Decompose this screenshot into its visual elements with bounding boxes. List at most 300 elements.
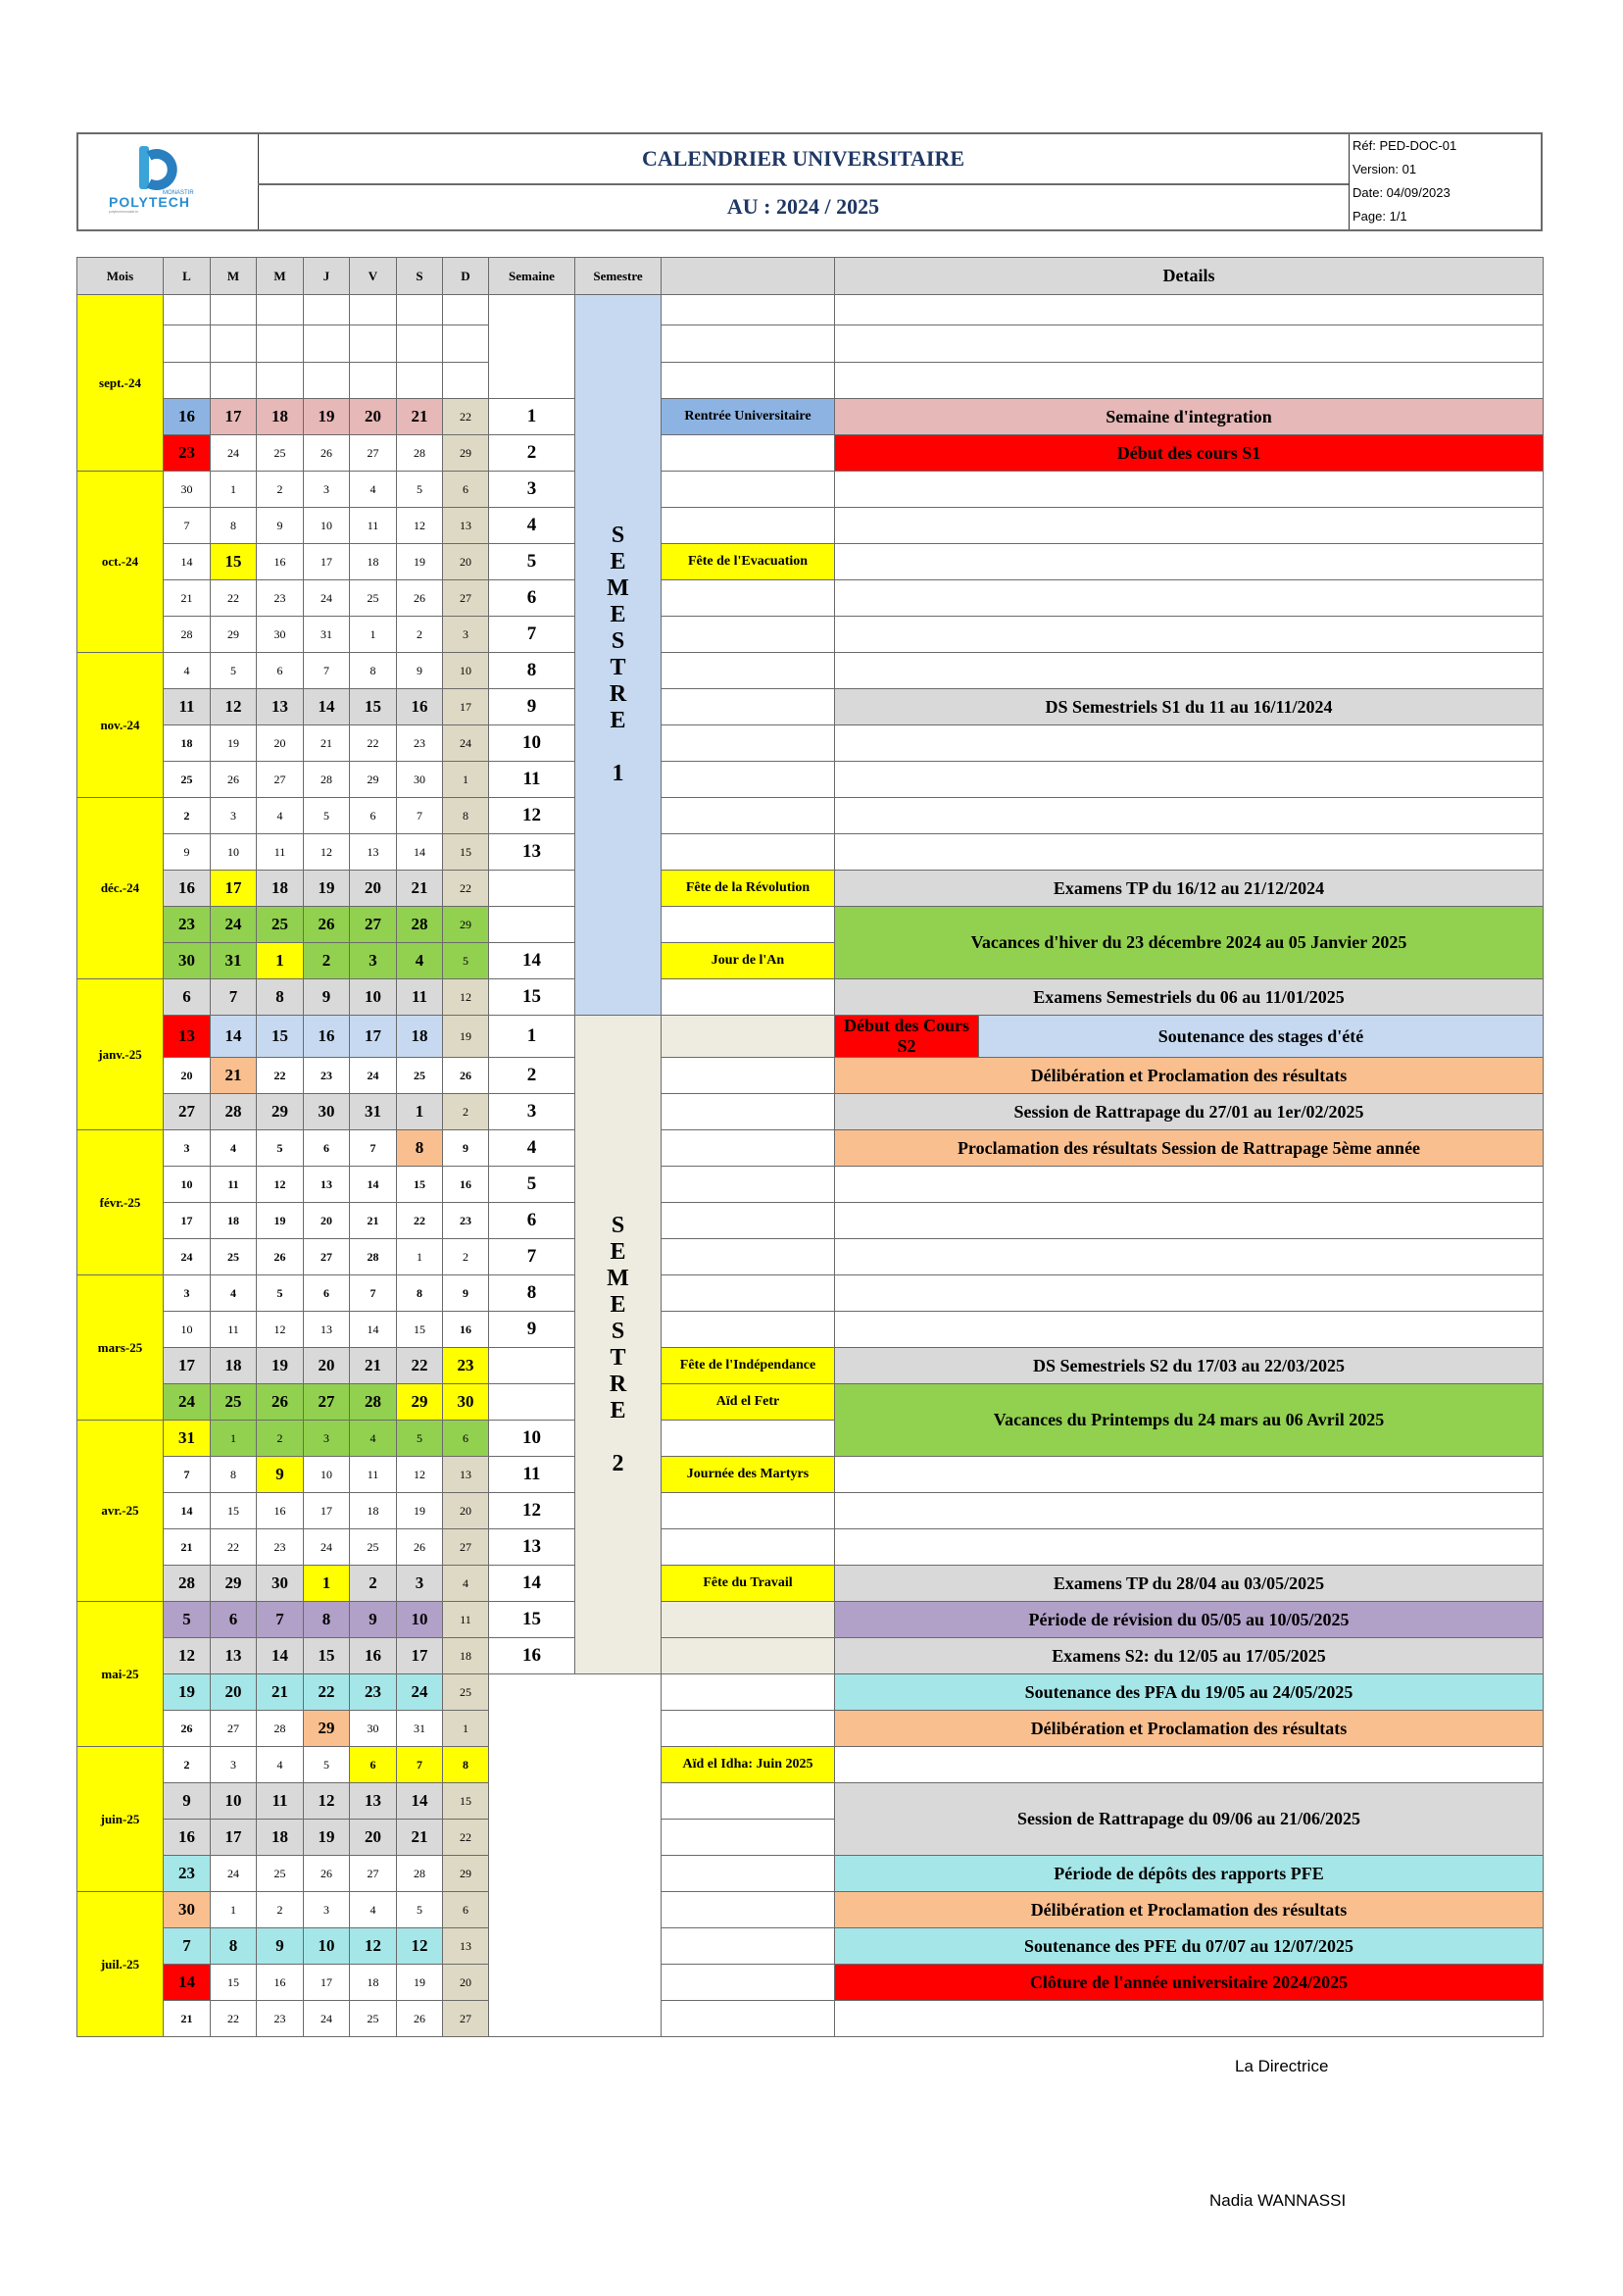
day-cell: 29 [443, 435, 489, 472]
col-mercredi: M [257, 258, 304, 295]
day-cell: 22 [397, 1203, 443, 1239]
table-row [77, 798, 1544, 834]
event-label [662, 508, 835, 544]
week-number: 1 [489, 1016, 575, 1058]
day-cell: 8 [211, 1928, 257, 1965]
detail-label-2: Soutenance des stages d'été [979, 1016, 1543, 1057]
day-cell: 16 [257, 1493, 304, 1529]
table-row [77, 1348, 1544, 1384]
event-label [662, 1856, 835, 1892]
day-cell: 7 [350, 1130, 397, 1167]
day-cell: 27 [164, 1094, 211, 1130]
day-cell: 12 [397, 1928, 443, 1965]
month-oct: oct.-24 [77, 472, 164, 653]
event-label [662, 1892, 835, 1928]
day-cell: 24 [164, 1384, 211, 1421]
academic-year: AU : 2024 / 2025 [258, 183, 1350, 229]
day-cell: 6 [350, 798, 397, 834]
table-row [77, 1638, 1544, 1674]
day-cell: 21 [211, 1058, 257, 1094]
day-cell: 28 [304, 762, 350, 798]
day-cell: 6 [443, 472, 489, 508]
day-cell: 7 [397, 798, 443, 834]
event-label [662, 1130, 835, 1167]
week-number: 5 [489, 1167, 575, 1203]
event-label [662, 2001, 835, 2037]
day-cell: 29 [350, 762, 397, 798]
day-cell: 2 [257, 1892, 304, 1928]
day-cell: 5 [164, 1602, 211, 1638]
day-cell: 13 [257, 689, 304, 725]
event-label [662, 1421, 835, 1457]
day-cell: 28 [397, 1856, 443, 1892]
event-label [662, 1094, 835, 1130]
day-cell: 11 [397, 979, 443, 1016]
day-cell: 20 [304, 1203, 350, 1239]
day-cell: 23 [443, 1203, 489, 1239]
day-cell: 24 [211, 435, 257, 472]
event-label: Journée des Martyrs [662, 1457, 835, 1493]
table-row [77, 1566, 1544, 1602]
event-label [662, 472, 835, 508]
day-cell: 23 [304, 1058, 350, 1094]
detail-label: Semaine d'integration [835, 399, 1544, 435]
day-cell: 7 [304, 653, 350, 689]
month-mai: mai-25 [77, 1602, 164, 1747]
event-label: Aïd el Fetr [662, 1384, 835, 1421]
day-cell: 14 [350, 1312, 397, 1348]
day-cell: 30 [304, 1094, 350, 1130]
day-cell: 26 [304, 1856, 350, 1892]
day-cell: 2 [397, 617, 443, 653]
day-cell: 9 [350, 1602, 397, 1638]
day-cell: 25 [164, 762, 211, 798]
day-cell: 19 [257, 1348, 304, 1384]
day-cell: 20 [257, 725, 304, 762]
day-cell: 22 [397, 1348, 443, 1384]
day-cell: 19 [304, 871, 350, 907]
col-lundi: L [164, 258, 211, 295]
day-cell: 20 [443, 544, 489, 580]
day-cell: 21 [350, 1203, 397, 1239]
svg-text:MONASTIR: MONASTIR [163, 190, 194, 196]
day-cell: 24 [211, 907, 257, 943]
detail-split [835, 1016, 1544, 1058]
day-cell: 30 [164, 472, 211, 508]
table-row [77, 1275, 1544, 1312]
day-cell: 24 [164, 1239, 211, 1275]
day-cell: 17 [304, 544, 350, 580]
table-row [77, 544, 1544, 580]
day-cell: 21 [304, 725, 350, 762]
day-cell: 20 [350, 399, 397, 435]
day-cell: 15 [211, 1965, 257, 2001]
event-label: Fête de l'Evacuation [662, 544, 835, 580]
day-cell: 1 [443, 1711, 489, 1747]
day-cell: 21 [164, 2001, 211, 2037]
day-cell: 12 [304, 1783, 350, 1820]
day-cell: 12 [350, 1928, 397, 1965]
day-cell: 31 [211, 943, 257, 979]
month-mars: mars-25 [77, 1275, 164, 1421]
day-cell: 17 [211, 399, 257, 435]
table-row [77, 1747, 1544, 1783]
table-row [77, 907, 1544, 943]
day-cell: 10 [211, 1783, 257, 1820]
week-number [489, 1384, 575, 1421]
day-cell: 23 [164, 1856, 211, 1892]
day-cell: 2 [164, 1747, 211, 1783]
day-cell: 9 [443, 1130, 489, 1167]
table-row [77, 580, 1544, 617]
day-cell: 12 [257, 1312, 304, 1348]
detail-label [835, 1203, 1544, 1239]
table-row [77, 363, 1544, 399]
day-cell: 1 [211, 1421, 257, 1457]
day-cell: 25 [257, 435, 304, 472]
day-cell: 18 [257, 399, 304, 435]
signature-name: Nadia WANNASSI [1209, 2191, 1347, 2210]
day-cell: 3 [164, 1275, 211, 1312]
day-cell: 28 [164, 617, 211, 653]
polytech-logo-icon [78, 134, 258, 229]
day-cell: 2 [257, 1421, 304, 1457]
detail-label [835, 1457, 1544, 1493]
day-cell: 31 [304, 617, 350, 653]
table-row [77, 1965, 1544, 2001]
day-cell: 23 [257, 2001, 304, 2037]
svg-text:POLYTECH: POLYTECH [109, 194, 190, 210]
table-row [77, 834, 1544, 871]
day-cell: 24 [350, 1058, 397, 1094]
day-cell: 27 [257, 762, 304, 798]
day-cell: 15 [443, 834, 489, 871]
table-row [77, 1493, 1544, 1529]
meta-version: Version: 01 [1352, 162, 1417, 176]
day-cell: 29 [443, 907, 489, 943]
event-label [662, 1239, 835, 1275]
day-cell: 25 [257, 907, 304, 943]
detail-label [835, 1239, 1544, 1275]
event-label: Jour de l'An [662, 943, 835, 979]
day-cell: 24 [304, 1529, 350, 1566]
day-cell: 28 [350, 1239, 397, 1275]
day-cell: 27 [304, 1239, 350, 1275]
day-cell: 20 [164, 1058, 211, 1094]
day-cell: 15 [397, 1312, 443, 1348]
week-number: 9 [489, 1312, 575, 1348]
day-cell: 10 [304, 1928, 350, 1965]
event-label [662, 435, 835, 472]
day-cell: 27 [211, 1711, 257, 1747]
table-row [77, 2001, 1544, 2037]
day-cell: 30 [164, 943, 211, 979]
day-cell: 7 [164, 1928, 211, 1965]
month-juin: juin-25 [77, 1747, 164, 1892]
table-row [77, 979, 1544, 1016]
week-number: 13 [489, 834, 575, 871]
detail-label: Début des Cours S2 [835, 1016, 979, 1057]
week-number: 10 [489, 1421, 575, 1457]
day-cell: 17 [211, 1820, 257, 1856]
day-cell: 21 [397, 1820, 443, 1856]
week-number: 5 [489, 544, 575, 580]
day-cell: 3 [164, 1130, 211, 1167]
event-label [662, 1529, 835, 1566]
day-cell: 9 [257, 1457, 304, 1493]
day-cell: 7 [211, 979, 257, 1016]
day-cell: 10 [350, 979, 397, 1016]
day-cell: 14 [257, 1638, 304, 1674]
event-label: Fête de la Révolution [662, 871, 835, 907]
day-cell: 5 [257, 1130, 304, 1167]
day-cell: 21 [350, 1348, 397, 1384]
day-cell: 11 [257, 834, 304, 871]
meta-page: Page: 1/1 [1352, 209, 1407, 224]
table-row [77, 617, 1544, 653]
day-cell: 18 [164, 725, 211, 762]
col-vendredi: V [350, 258, 397, 295]
day-cell: 31 [350, 1094, 397, 1130]
day-cell: 12 [397, 508, 443, 544]
day-cell: 19 [304, 1820, 350, 1856]
table-row [77, 1130, 1544, 1167]
day-cell: 19 [164, 1674, 211, 1711]
event-label [662, 762, 835, 798]
detail-label [835, 834, 1544, 871]
table-row [77, 472, 1544, 508]
day-cell: 24 [443, 725, 489, 762]
day-cell: 8 [350, 653, 397, 689]
day-cell: 18 [350, 1493, 397, 1529]
day-cell: 22 [443, 399, 489, 435]
week-number: 2 [489, 1058, 575, 1094]
detail-label: Session de Rattrapage du 27/01 au 1er/02/2025 [835, 1094, 1544, 1130]
day-cell: 23 [164, 435, 211, 472]
day-cell: 3 [304, 1421, 350, 1457]
event-label [662, 1783, 835, 1820]
day-cell: 3 [304, 1892, 350, 1928]
day-cell: 19 [443, 1016, 489, 1058]
day-cell: 28 [397, 435, 443, 472]
polytech-logo [78, 134, 259, 229]
day-cell: 4 [443, 1566, 489, 1602]
event-label [662, 1016, 835, 1058]
event-label [662, 1602, 835, 1638]
event-label [662, 1275, 835, 1312]
day-cell: 20 [443, 1493, 489, 1529]
week-number: 15 [489, 979, 575, 1016]
event-label: Aïd el Idha: Juin 2025 [662, 1747, 835, 1783]
event-label [662, 617, 835, 653]
day-cell: 9 [257, 1928, 304, 1965]
col-semestre: Semestre [575, 258, 662, 295]
day-cell: 6 [211, 1602, 257, 1638]
month-juil: juil.-25 [77, 1892, 164, 2037]
month-avr: avr.-25 [77, 1421, 164, 1602]
day-cell: 28 [257, 1711, 304, 1747]
day-cell: 4 [350, 1421, 397, 1457]
week-number: 8 [489, 1275, 575, 1312]
table-row [77, 1856, 1544, 1892]
day-cell: 15 [211, 1493, 257, 1529]
day-cell: 19 [397, 1965, 443, 2001]
detail-label: Période de dépôts des rapports PFE [835, 1856, 1544, 1892]
detail-label [835, 472, 1544, 508]
detail-label [835, 1493, 1544, 1529]
day-cell: 11 [164, 689, 211, 725]
week-number: 12 [489, 798, 575, 834]
day-cell: 1 [211, 472, 257, 508]
day-cell: 30 [164, 1892, 211, 1928]
day-cell: 26 [257, 1384, 304, 1421]
detail-label [835, 508, 1544, 544]
table-row [77, 653, 1544, 689]
day-cell: 8 [211, 1457, 257, 1493]
day-cell: 26 [304, 907, 350, 943]
day-cell: 6 [443, 1892, 489, 1928]
detail-label: Vacances d'hiver du 23 décembre 2024 au 05 Janvier 2025 [835, 907, 1544, 979]
semester-2: S E M E S T R E 2 [575, 1016, 662, 1674]
detail-label [835, 2001, 1544, 2037]
day-cell: 10 [164, 1312, 211, 1348]
day-cell: 26 [397, 580, 443, 617]
day-cell: 19 [397, 1493, 443, 1529]
week-number [489, 871, 575, 907]
day-cell: 21 [397, 871, 443, 907]
document-title: CALENDRIER UNIVERSITAIRE [258, 134, 1350, 185]
day-cell: 25 [350, 580, 397, 617]
day-cell: 3 [304, 472, 350, 508]
day-cell: 26 [211, 762, 257, 798]
col-mardi: M [211, 258, 257, 295]
week-number: 7 [489, 617, 575, 653]
day-cell: 5 [211, 653, 257, 689]
day-cell: 9 [304, 979, 350, 1016]
day-cell: 3 [211, 1747, 257, 1783]
day-cell: 23 [257, 1529, 304, 1566]
week-number: 1 [489, 399, 575, 435]
day-cell: 28 [397, 907, 443, 943]
event-label: Fête du Travail [662, 1566, 835, 1602]
day-cell: 9 [164, 1783, 211, 1820]
day-cell: 11 [211, 1167, 257, 1203]
day-cell: 2 [443, 1094, 489, 1130]
day-cell: 7 [164, 1457, 211, 1493]
detail-label [835, 1275, 1544, 1312]
day-cell: 4 [257, 1747, 304, 1783]
table-row [77, 1783, 1544, 1820]
event-label [662, 1711, 835, 1747]
day-cell: 7 [397, 1747, 443, 1783]
day-cell: 23 [164, 907, 211, 943]
day-cell: 14 [211, 1016, 257, 1058]
day-cell: 30 [350, 1711, 397, 1747]
col-semaine: Semaine [489, 258, 575, 295]
day-cell: 20 [443, 1965, 489, 2001]
day-cell: 29 [443, 1856, 489, 1892]
table-row [77, 1602, 1544, 1638]
day-cell: 22 [350, 725, 397, 762]
detail-label: Début des cours S1 [835, 435, 1544, 472]
day-cell: 18 [350, 544, 397, 580]
day-cell: 30 [397, 762, 443, 798]
month-fevr: févr.-25 [77, 1130, 164, 1275]
day-cell: 12 [304, 834, 350, 871]
day-cell: 9 [443, 1275, 489, 1312]
day-cell: 3 [350, 943, 397, 979]
day-cell: 23 [257, 580, 304, 617]
day-cell: 8 [443, 798, 489, 834]
day-cell: 16 [350, 1638, 397, 1674]
table-row [77, 1167, 1544, 1203]
day-cell: 4 [164, 653, 211, 689]
day-cell: 16 [443, 1167, 489, 1203]
day-cell: 2 [304, 943, 350, 979]
day-cell: 12 [211, 689, 257, 725]
document-meta [1350, 134, 1541, 229]
day-cell: 1 [397, 1239, 443, 1275]
day-cell: 8 [304, 1602, 350, 1638]
event-label [662, 907, 835, 943]
day-cell: 13 [443, 508, 489, 544]
event-label [662, 1312, 835, 1348]
event-label [662, 1674, 835, 1711]
table-row [77, 1384, 1544, 1421]
week-number: 3 [489, 472, 575, 508]
calendar-table [76, 257, 1544, 2037]
detail-label [835, 544, 1544, 580]
day-cell: 10 [304, 508, 350, 544]
document-header [76, 132, 1543, 231]
week-number: 16 [489, 1638, 575, 1674]
day-cell: 14 [164, 544, 211, 580]
detail-label [835, 1167, 1544, 1203]
day-cell: 22 [211, 580, 257, 617]
month-janv: janv.-25 [77, 979, 164, 1130]
table-row [77, 1711, 1544, 1747]
day-cell: 16 [164, 1820, 211, 1856]
day-cell: 13 [211, 1638, 257, 1674]
event-label [662, 725, 835, 762]
detail-label: Soutenance des PFE du 07/07 au 12/07/2025 [835, 1928, 1544, 1965]
detail-label [835, 580, 1544, 617]
day-cell: 4 [211, 1130, 257, 1167]
day-cell: 16 [257, 544, 304, 580]
day-cell: 16 [304, 1016, 350, 1058]
table-row [77, 508, 1544, 544]
detail-label: Délibération et Proclamation des résultats [835, 1058, 1544, 1094]
day-cell: 9 [257, 508, 304, 544]
event-label [662, 1493, 835, 1529]
day-cell: 12 [443, 979, 489, 1016]
day-cell: 11 [443, 1602, 489, 1638]
day-cell: 2 [443, 1239, 489, 1275]
col-event [662, 258, 835, 295]
table-row [77, 725, 1544, 762]
week-number: 7 [489, 1239, 575, 1275]
day-cell: 5 [397, 472, 443, 508]
day-cell: 14 [397, 834, 443, 871]
day-cell: 1 [350, 617, 397, 653]
table-row [77, 325, 1544, 363]
day-cell: 15 [257, 1016, 304, 1058]
day-cell: 14 [304, 689, 350, 725]
day-cell: 12 [397, 1457, 443, 1493]
day-cell: 4 [350, 472, 397, 508]
table-row [77, 435, 1544, 472]
day-cell: 17 [397, 1638, 443, 1674]
